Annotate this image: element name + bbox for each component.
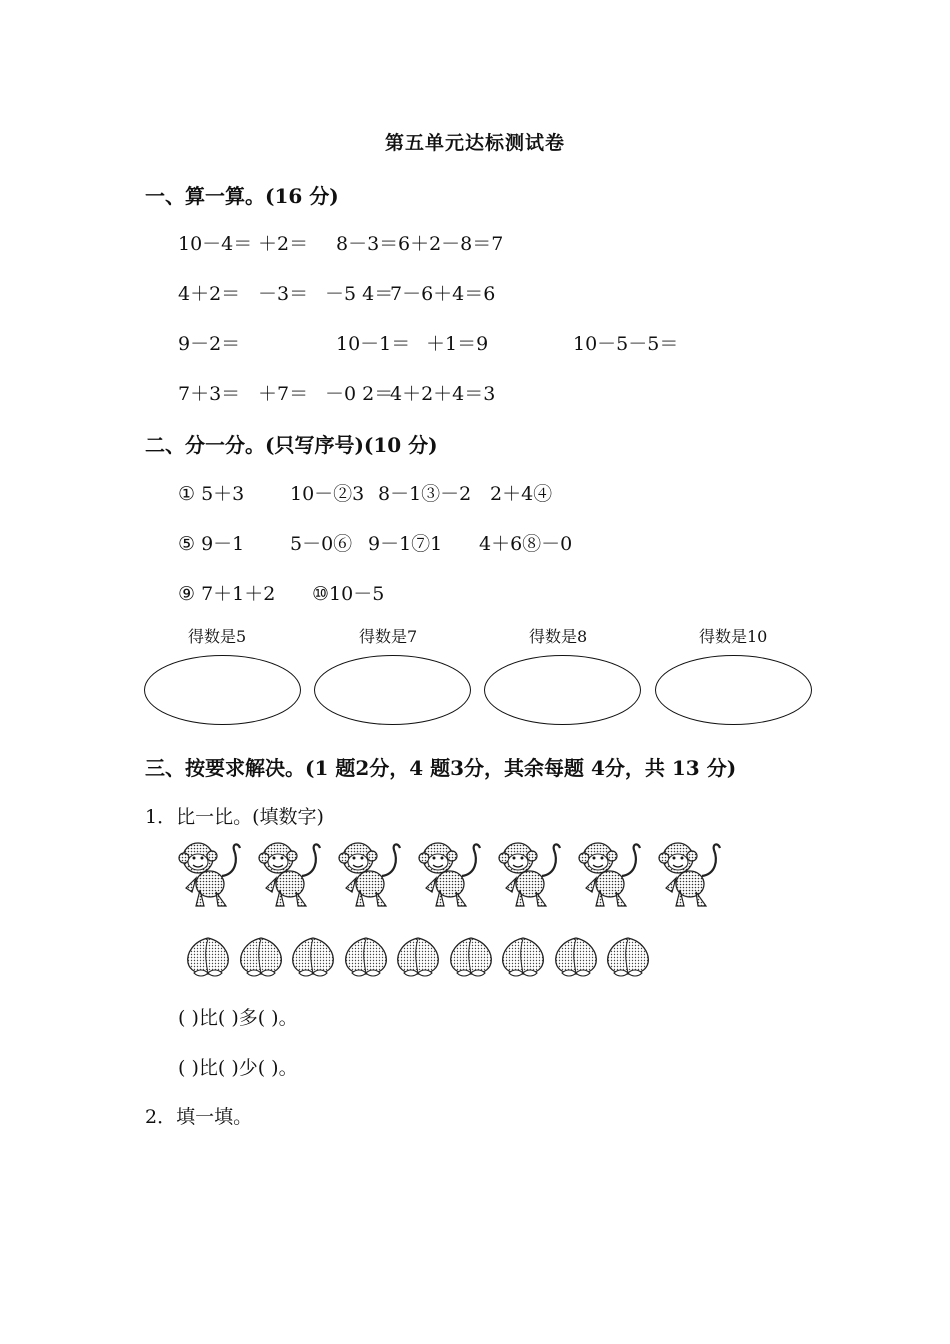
expression-1: ① 5＋3 — [178, 483, 245, 505]
group-label-10: 得数是10 — [699, 627, 768, 646]
group-label-8: 得数是8 — [529, 627, 588, 646]
section3-heading: 三、按要求解决。(1 题2分，4 题3分，其余每题 4分，共 13 分) — [145, 756, 737, 780]
question-2-label: 2．填一填。 — [145, 1106, 253, 1128]
problem-4-1: 7＋3＝ — [178, 383, 241, 405]
answer-oval-8[interactable] — [484, 655, 641, 725]
problem-1-4: 6＋2－8＝7 — [398, 233, 504, 255]
peach-row — [184, 935, 657, 980]
problem-1-2: ＋2＝ — [258, 233, 309, 255]
monkey-image — [258, 838, 326, 910]
peach-image — [499, 935, 547, 980]
expression-10: ⑩10－5 — [312, 583, 385, 605]
problem-4-4: 4＋2＋4＝3 — [390, 383, 496, 405]
monkey-image — [658, 838, 726, 910]
peach-image — [184, 935, 232, 980]
problem-3-4: 10－5－5＝ — [573, 333, 679, 355]
answer-oval-10[interactable] — [655, 655, 812, 725]
peach-image — [342, 935, 390, 980]
monkey-image — [178, 838, 246, 910]
expression-4: 2＋4④ — [490, 483, 553, 505]
expression-8: 4＋6⑧－0 — [479, 533, 573, 555]
peach-image — [237, 935, 285, 980]
question-1-label: 1．比一比。(填数字) — [145, 806, 324, 828]
problem-4-3: －0 2＝ — [325, 383, 394, 405]
expression-3: 8－1③－2 — [378, 483, 472, 505]
problem-3-3: ＋1＝9 — [426, 333, 489, 355]
answer-oval-5[interactable] — [144, 655, 301, 725]
peach-image — [604, 935, 652, 980]
peach-image — [447, 935, 495, 980]
expression-5: ⑤ 9－1 — [178, 533, 245, 555]
problem-3-1: 9－2＝ — [178, 333, 241, 355]
problem-2-1: 4＋2＝ — [178, 283, 241, 305]
section2-heading: 二、分一分。(只写序号)(10 分) — [145, 433, 438, 457]
expression-6: 5－0⑥ — [290, 533, 353, 555]
peach-image — [552, 935, 600, 980]
compare-more-line: ( )比( )多( )。 — [178, 1007, 298, 1029]
page-title: 第五单元达标测试卷 — [384, 132, 565, 154]
problem-2-2: －3＝ — [258, 283, 309, 305]
peach-image — [394, 935, 442, 980]
compare-less-line: ( )比( )少( )。 — [178, 1057, 298, 1079]
expression-7: 9－1⑦1 — [368, 533, 443, 555]
peach-image — [289, 935, 337, 980]
problem-2-4: 7－6＋4＝6 — [390, 283, 496, 305]
problem-3-2: 10－1＝ — [336, 333, 411, 355]
problem-2-3: －5 4＝ — [325, 283, 394, 305]
group-label-5: 得数是5 — [188, 627, 247, 646]
group-label-7: 得数是7 — [359, 627, 418, 646]
problem-4-2: ＋7＝ — [258, 383, 309, 405]
problem-1-3: 8－3＝ — [336, 233, 399, 255]
monkey-image — [418, 838, 486, 910]
section1-heading: 一、算一算。(16 分) — [145, 184, 339, 208]
monkey-image — [498, 838, 566, 910]
problem-1-1: 10－4＝ — [178, 233, 253, 255]
monkey-image — [338, 838, 406, 910]
expression-9: ⑨ 7＋1＋2 — [178, 583, 276, 605]
monkey-row — [178, 838, 738, 910]
monkey-image — [578, 838, 646, 910]
answer-oval-7[interactable] — [314, 655, 471, 725]
expression-2: 10－②3 — [290, 483, 365, 505]
